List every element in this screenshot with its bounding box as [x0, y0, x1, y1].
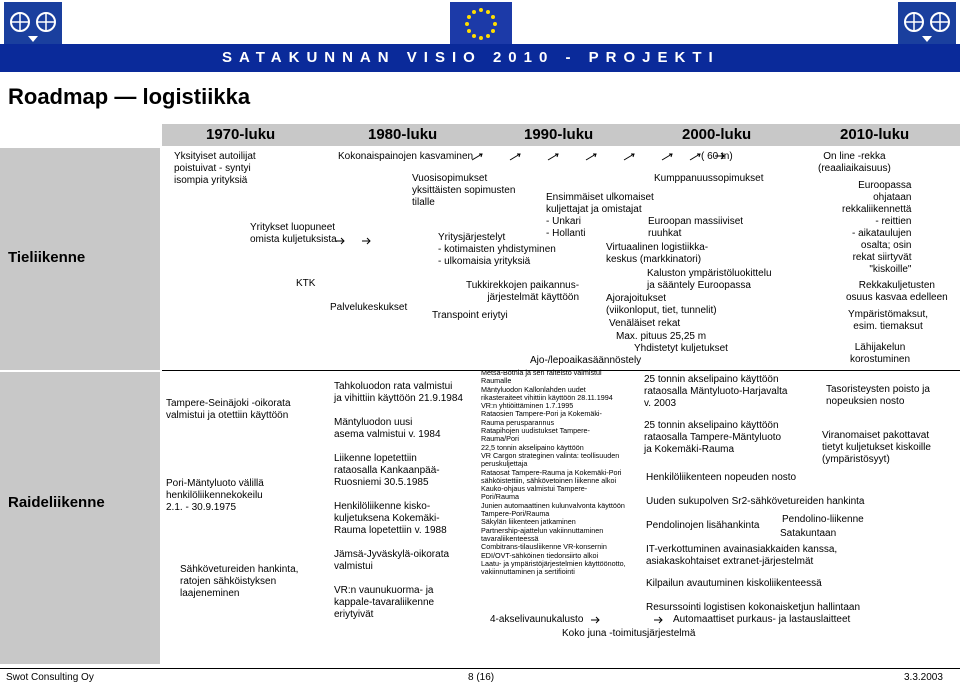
road-transpoint: Transpoint eriytyi: [432, 310, 508, 321]
road-online: On line -rekka (reaaliaikaisuus): [818, 151, 891, 174]
road-virtuaalinen: Virtuaalinen logistiikka- keskus (markkinatori): [606, 242, 709, 265]
rail-1970-oikorata: Tampere-Seinäjoki -oikorata valmistui ja otettiin käyttöön: [166, 398, 291, 421]
decade-1970: 1970-luku: [206, 126, 276, 143]
arrow-right-icon-rail: [590, 614, 668, 626]
road-yritysjarjestelyt: Yritysjärjestelyt - kotimaisten yhdistyminen - ulkomaisia yrityksiä: [438, 232, 556, 267]
road-60tn: ( 60 tn): [701, 151, 733, 162]
decade-2010: 2010-luku: [840, 126, 910, 143]
decade-1990: 1990-luku: [524, 126, 594, 143]
banner-title: SATAKUNNAN VISIO 2010 - PROJEKTI: [222, 49, 720, 66]
rail-2000-kokojuna: Koko juna -toimitusjärjestelmä: [562, 628, 696, 639]
rail-2000-resurssointi: Resurssointi logistisen kokonaisketjun hallintaan: [646, 602, 861, 613]
road-palvelukeskukset: Palvelukeskukset: [330, 302, 408, 313]
rail-2010-tasoristeys: Tasoristeysten poisto ja nopeuksien nosto: [826, 384, 930, 407]
rail-1970-sahkovetureiden: Sähkövetureiden hankinta, ratojen sähköistyksen laajeneminen: [180, 564, 299, 599]
arrow-row-top: [470, 150, 702, 164]
road-rekkakuljetusten: Rekkakuljetusten osuus kasvaa edelleen: [846, 280, 948, 303]
rail-2000-nopeus: Henkilöliikenteen nopeuden nosto: [646, 472, 797, 483]
rail-2000-25tonnib: 25 tonnin akselipaino käyttöön rataosalla Tampere-Mäntyluoto ja Kokemäki-Rauma: [644, 420, 782, 455]
row-header-road: Tieliikenne: [8, 249, 86, 266]
road-lahijakelu: Lähijakelun korostuminen: [850, 342, 911, 365]
decade-1980: 1980-luku: [368, 126, 438, 143]
page-title: Roadmap — logistiikka: [8, 84, 251, 109]
arrow-right-icon-60tn: [714, 150, 726, 162]
road-vuosisopimukset: Vuosisopimukset yksittäisten sopimusten tilalle: [412, 173, 516, 208]
road-kumppanuus: Kumppanuussopimukset: [654, 173, 764, 184]
road-ajorajoitukset: Ajorajoitukset (viikonloput, tiet, tunnelit): [606, 293, 717, 316]
coat-of-arms-logo-right: [898, 2, 956, 46]
road-ensimmaiset: Ensimmäiset ulkomaiset kuljettajat ja omistajat - Unkari - Hollanti: [546, 192, 654, 239]
rail-2010-viranomaiset: Viranomaiset pakottavat tietyt kuljetukset kiskoille (ympäristösyyt): [822, 430, 931, 465]
road-yhdistetyt: Yhdistetyt kuljetukset: [634, 343, 728, 354]
rail-2000-pendolino: Pendolino-liikenne: [782, 514, 864, 525]
rail-1980-events: Tahkoluodon rata valmistui ja vihittiin käyttöön 21.9.1984 Mäntyluodon uusi asema valmistui v. 1984 Liikenne lopetettiin rataosalla Kankaanpää- Ruosniemi 30.5.1985 Henkilöliikenne kisko- kuljetuksena Kokemäki- Rauma lopetettiin v. 1988 Jämsä-Jyväskylä-oikorata valmistui VR:n vaunukuorma- ja kappale-tavaraliikenne eriytyivät: [334, 381, 463, 620]
road-tukkirekat: Tukkirekkojen paikannus- järjestelmät käyttöön: [466, 280, 580, 303]
road-ajolepo: Ajo-/lepoaikasäännöstely: [530, 355, 642, 366]
footer-date: 3.3.2003: [904, 672, 943, 683]
footer-company: Swot Consulting Oy: [6, 672, 94, 683]
rail-2000-automaattiset: Automaattiset purkaus- ja lastauslaitteet: [673, 614, 851, 625]
rail-2000-it: IT-verkottuminen avainasiakkaiden kanssa, asiakaskohtaiset extranet-järjestelmät: [646, 544, 838, 567]
road-kaluston: Kaluston ympäristöluokittelu ja sääntely Euroopassa: [647, 268, 772, 291]
coat-of-arms-logo: [4, 2, 62, 46]
rail-2000-4akseli: 4-akselivaunukalusto: [490, 614, 584, 625]
road-1970-text-b: Yritykset luopuneet omista kuljetuksista: [250, 222, 337, 245]
rail-1970-pori: Pori-Mäntyluoto välillä henkilöliikennekokeilu 2.1. - 30.9.1975: [166, 478, 264, 513]
road-ymparistomaksut: Ympäristömaksut, esim. tiemaksut: [848, 309, 929, 332]
rail-2000-kilpailu: Kilpailun avautuminen kiskoliikenteessä: [646, 578, 822, 589]
row-header-rail-bg: [0, 372, 160, 664]
eu-flag-icon: [450, 2, 512, 46]
row-header-rail: Raideliikenne: [8, 494, 105, 511]
arrow-right-icon: [336, 236, 376, 246]
road-ktk: KTK: [296, 278, 316, 289]
footer-page: 8 (16): [468, 672, 495, 683]
road-euroopan-ruuhkat: Euroopan massiiviset ruuhkat: [648, 216, 744, 239]
road-euroopassa: Euroopassa ohjataan rekkaliikennettä - reittien - aikataulujen osalta; osin rekat siirtyvät "kiskoille": [842, 180, 912, 275]
road-1970-text-a: Yksityiset autoilijat poistuivat - syntyi isompia yrityksiä: [174, 151, 256, 186]
rail-2000-sr2: Uuden sukupolven Sr2-sähkövetureiden hankinta: [646, 496, 865, 507]
decade-2000: 2000-luku: [682, 126, 752, 143]
road-venalaiset: Venäläiset rekat: [609, 318, 681, 329]
rail-1990-events: Metsä-Botnia ja sen raiteisto valmistui Raumalle Mäntyluodon Kallonlahden uudet rikasteraiteet vihittiin käyttöön 28.11.1994 VR:n yhtiöittäminen 1.7.1995 Rataosien Tampere-Pori ja Kokemäki- Rauma perusparannus Ratapihojen uudistukset Tampere- Rauma/Pori 22,5 tonnin akselipaino käyttöön VR Cargon strateginen valinta: teollisuuden peruskuljettaja Rataosat Tampere-Rauma ja Kokemäki-Pori sähköistettiin, sähkövetoinen liikenne alkoi Kauko-ohjaus valmistui Tampere- Pori/Rauma Junien automaattinen kulunvalvonta käyttöön Tampere-Pori/Rauma Säkylän liikenteen jatkaminen Partnership-ajattelun vakiinnuttaminen tavaraliikenteessä Combitrans-tilausliikenne VR-konsernin EDI/OVT-sähköinen tiedonsiirto alkoi Laatu- ja ympäristöjärjestelmien käyttöönotto, vakiinnuttaminen ja sertifiointi: [481, 368, 626, 577]
road-max-pituus: Max. pituus 25,25 m: [616, 331, 707, 342]
road-kasvaminen: Kokonaispainojen kasvaminen: [338, 151, 474, 162]
rail-2000-25tonnia: 25 tonnin akselipaino käyttöön rataosalla Mäntyluoto-Harjavalta v. 2003: [644, 374, 788, 409]
footer-divider: [0, 668, 960, 669]
rail-2000-satakuntaan: Satakuntaan: [780, 528, 837, 539]
rail-2000-pendolinojen: Pendolinojen lisähankinta: [646, 520, 760, 531]
